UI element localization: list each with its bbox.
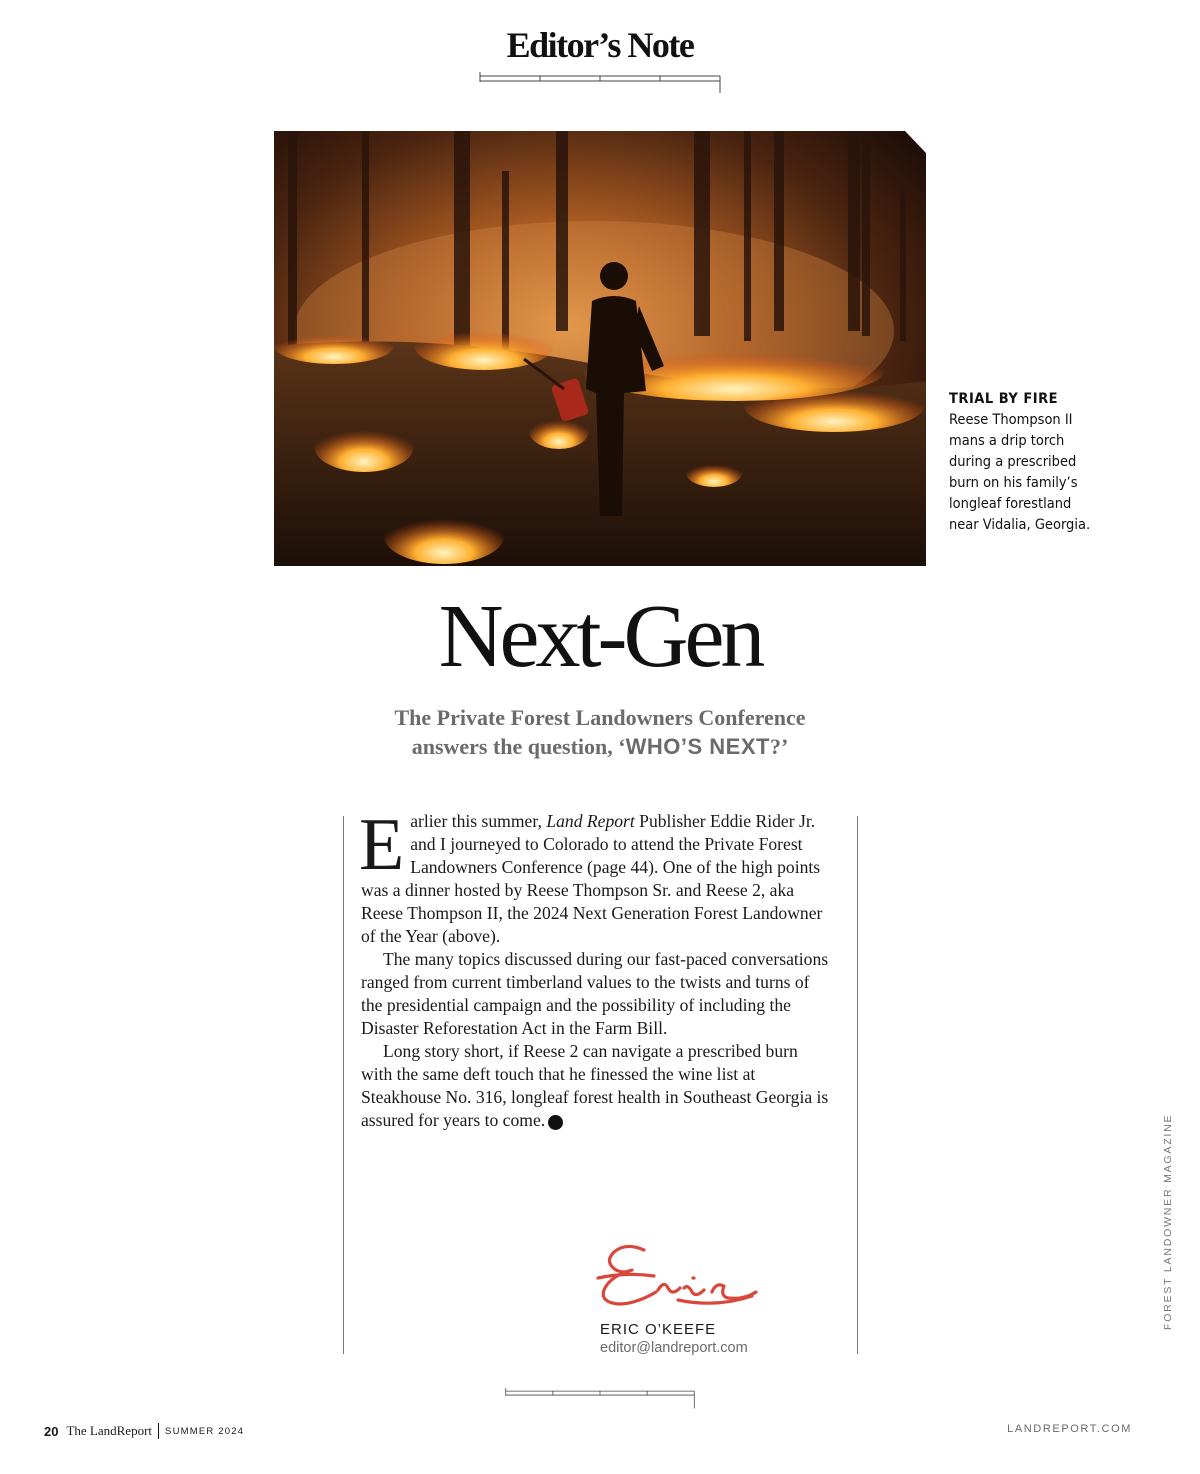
paragraph-2: The many topics discussed during our fast-paced conversations ranged from current timberland values to the twists and turns of the presidential campaign and the possibility of including the Disaster Reforestation Act in the Farm Bill. (361, 949, 829, 1038)
caption-line: burn on his family’s (949, 475, 1078, 491)
drop-cap: E (359, 804, 405, 886)
publication-name: Land Report (546, 811, 635, 831)
vertical-magazine-label: FOREST LANDOWNER MAGAZINE (1162, 1113, 1174, 1330)
body-text: Publisher Eddie Rider Jr. and I journeyed to Colorado to attend the Private Forest Landowners Conference (page 44). One of the high points was a dinner hosted by Reese Thompson Sr. and Reese 2, aka Reese Thompson II, the 2024 Next Generation Forest Landowner of the Year (above). (361, 811, 823, 946)
section-title: Editor’s Note (506, 25, 694, 65)
body-text: Long story short, if Reese 2 can navigate a prescribed burn with the same deft touch that he finessed the wine list at Steakhouse No. 316, longleaf forest health in Southeast Georgia is assured for years to come. (361, 1041, 829, 1130)
hero-photo (274, 131, 926, 566)
page-number: 20 (44, 1423, 59, 1439)
deck-line-2 (0, 732, 1200, 761)
column-rule-right (857, 816, 858, 1354)
paragraph-1 (359, 804, 833, 948)
caption-line: mans a drip torch (949, 433, 1065, 449)
prescribed-burn-image (274, 131, 926, 566)
deck-text: ?’ (769, 734, 789, 759)
article-body (359, 804, 833, 1132)
caption-line: longleaf forestland (949, 496, 1072, 512)
footer-rule-ornament (478, 1388, 722, 1410)
caption-line: during a prescribed (949, 454, 1077, 470)
headline: Next-Gen (438, 587, 762, 686)
body-text: arlier this summer, (410, 811, 547, 831)
deck-line-1: The Private Forest Landowners Conference (394, 705, 806, 730)
caption-line: near Vidalia, Georgia. (949, 517, 1091, 533)
page-footer (44, 1421, 244, 1441)
website-link[interactable]: LANDREPORT.COM (1007, 1423, 1132, 1435)
signature-image (596, 1238, 760, 1312)
deck-text: answers the question, ‘ (411, 734, 626, 759)
header-rule-ornament (478, 72, 722, 94)
author-name: ERIC O’KEEFE (600, 1321, 717, 1338)
issue-date: SUMMER 2024 (165, 1425, 245, 1437)
paragraph-3 (361, 1040, 833, 1132)
author-email-link[interactable]: editor@landreport.com (600, 1340, 748, 1356)
footer-divider (158, 1423, 159, 1439)
photo-caption (949, 389, 1129, 536)
deck-caps: WHO’S NEXT (625, 734, 770, 759)
magazine-name: The LandReport (66, 1423, 153, 1438)
end-mark-icon: LR (548, 1115, 563, 1130)
caption-title: TRIAL BY FIRE (949, 391, 1059, 407)
deck (0, 703, 1200, 761)
caption-line: Reese Thompson II (949, 412, 1073, 428)
column-rule-left (343, 816, 344, 1354)
